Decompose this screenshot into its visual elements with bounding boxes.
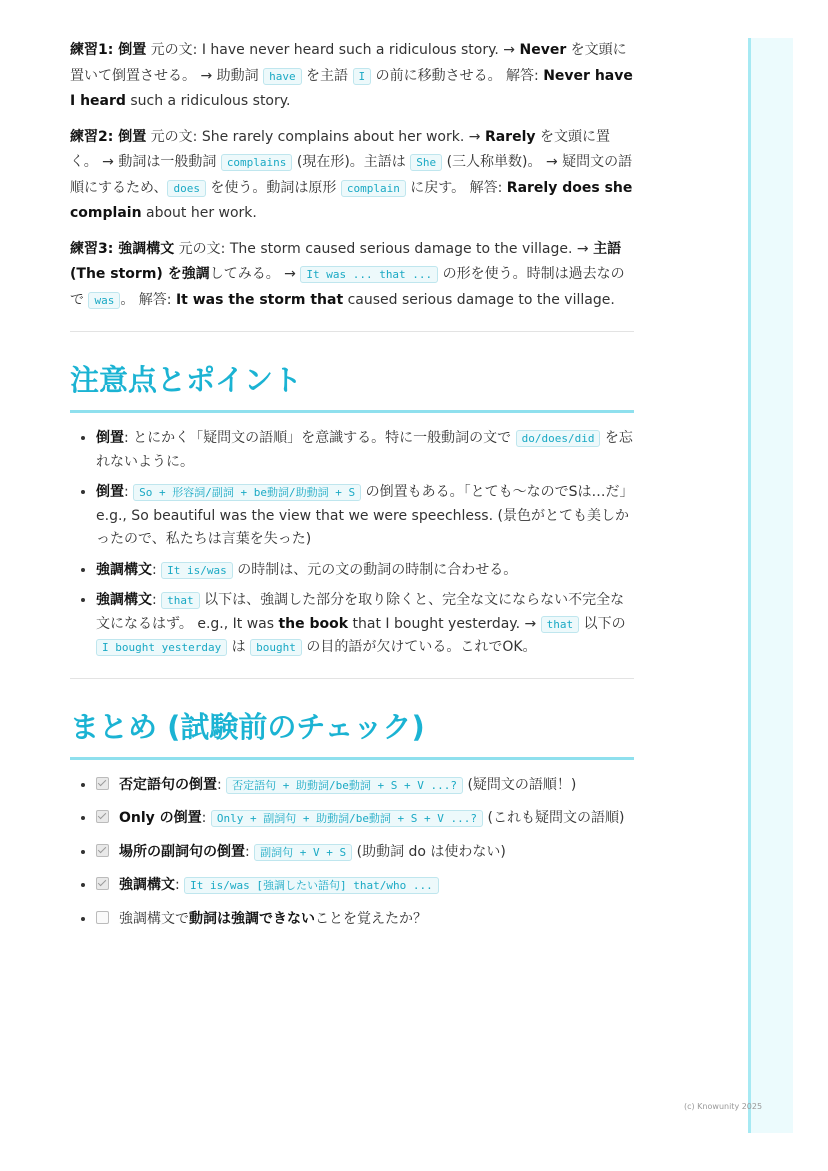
inline-code: I — [353, 68, 372, 85]
list-item: • 倒置: とにかく「疑問文の語順」を意識する。特に一般動詞の文で do/does/did を忘れないように。 — [96, 427, 634, 474]
checklist — [70, 774, 634, 932]
right-margin-bar — [748, 38, 793, 1133]
inline-code: does — [167, 180, 206, 197]
inline-code: I bought yesterday — [96, 639, 227, 656]
inline-code: have — [263, 68, 302, 85]
checkbox-checked-icon[interactable] — [96, 877, 109, 890]
list-item: • 倒置: So + 形容詞/副詞 + be動詞/助動詞 + S の倒置もある。「とても〜なのでSは…だ」 e.g., So beautiful was the view that we were speechless. (景色がとても美しかったので、私たちは言葉を失った) — [96, 481, 634, 552]
checklist-item: • 場所の副詞句の倒置: 副詞句 + V + S (助動詞 do は使わない) — [96, 841, 634, 865]
list-item: • 強調構文: It is/was の時制は、元の文の動詞の時制に合わせる。 — [96, 559, 634, 583]
inline-code: 副詞句 + V + S — [254, 844, 352, 861]
exercise-3: 練習3: 強調構文 元の文: The storm caused serious damage to the village. → 主語 (The storm) を強調してみる。 → It was ... that ... の形を使う。時制は過去なので was 。 解答: It was the storm that caused serious damage to the village. — [70, 240, 625, 308]
checklist-item: • Only の倒置: Only + 副詞句 + 助動詞/be動詞 + S + V ...? (これも疑問文の語順) — [96, 807, 634, 831]
inline-code: was — [88, 292, 120, 309]
inline-code: It is/was [強調したい語句] that/who ... — [184, 877, 439, 894]
document-content — [70, 38, 634, 941]
inline-code: complains — [221, 154, 293, 171]
checkbox-checked-icon[interactable] — [96, 777, 109, 790]
inline-code: 否定語句 + 助動詞/be動詞 + S + V ...? — [226, 777, 463, 794]
exercise-label: 練習1: 倒置 — [70, 42, 147, 58]
inline-code: that — [541, 616, 580, 633]
checklist-item: • 強調構文: It is/was [強調したい語句] that/who ... — [96, 874, 634, 898]
inline-code: It was ... that ... — [300, 266, 438, 283]
divider — [70, 678, 634, 679]
section-heading-summary: まとめ (試験前のチェック) — [70, 707, 634, 760]
inline-code: So + 形容詞/副詞 + be動詞/助動詞 + S — [133, 484, 361, 501]
checklist-item: • 否定語句の倒置: 否定語句 + 助動詞/be動詞 + S + V ...? (疑問文の語順！) — [96, 774, 634, 798]
inline-code: bought — [250, 639, 302, 656]
inline-code: that — [161, 592, 200, 609]
notes-list — [70, 427, 634, 660]
inline-code: do/does/did — [516, 430, 601, 447]
exercise-label: 練習3: 強調構文 — [70, 240, 175, 257]
copyright-footer: (c) Knowunity 2025 — [684, 1102, 763, 1111]
inline-code: complain — [341, 180, 406, 197]
inline-code: It is/was — [161, 562, 233, 579]
exercise-2: 練習2: 倒置 元の文: She rarely complains about her work. → Rarely を文頭に置く。 → 動詞は一般動詞 complains (現在形)。主語は She (三人称単数)。 → 疑問文の語順にするため、 does を使う。動詞は原形 complain に戻す。 解答: Rarely does she complain about her work. — [70, 128, 633, 221]
inline-code: She — [410, 154, 442, 171]
exercise-label: 練習2: 倒置 — [70, 128, 147, 145]
divider — [70, 331, 634, 332]
checkbox-checked-icon[interactable] — [96, 810, 109, 823]
inline-code: Only + 副詞句 + 助動詞/be動詞 + S + V ...? — [211, 810, 483, 827]
exercise-1: 練習1: 倒置 元の文: I have never heard such a ridiculous story. → Never を文頭に置いて倒置させる。 → 助動詞 have を主語 I の前に移動させる。 解答: Never have I heard such a ridiculous story. — [70, 42, 633, 109]
checklist-item: • 強調構文で動詞は強調できないことを覚えたか？ — [96, 908, 634, 932]
checkbox-unchecked-icon[interactable] — [96, 911, 109, 924]
checkbox-checked-icon[interactable] — [96, 844, 109, 857]
list-item: • 強調構文: that 以下は、強調した部分を取り除くと、完全な文にならない不完全な文になるはず。 e.g., It was the book that I bought yesterday. → that 以下の I bought yesterday は bought の目的語が欠けている。これでOK。 — [96, 589, 634, 660]
section-heading-notes: 注意点とポイント — [70, 360, 634, 413]
